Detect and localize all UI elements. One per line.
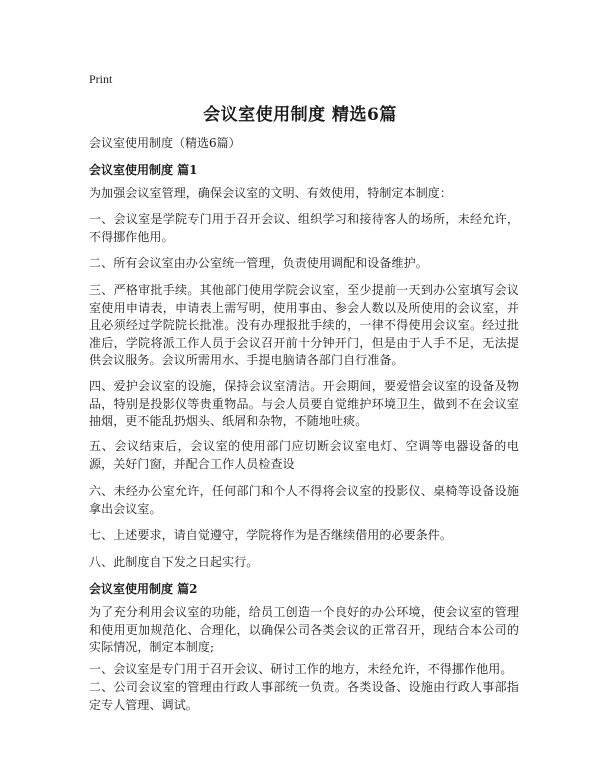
- section-2-paragraph: 二、公司会议室的管理由行政人事部统一负责。各类设备、设施由行政人事部指定专人管理、调试。: [89, 680, 519, 712]
- section-1-paragraph: 三、严格审批手续。其他部门使用学院会议室，至少提前一天到办公室填写会议室使用申请表，申请表上需写明，使用事由、参会人数以及所使用的会议室，并且必须经过学院院长批准。没有办理报批手续的，一律不得使用会议室。经过批准后，学院将派工作人员于会议召开前十分钟开门，但是由于人手不足，无法提供会议服务。会议所需用水、手提电脑请各部门自行准备。: [89, 283, 519, 367]
- section-2-heading: 会议室使用制度 篇2: [89, 582, 198, 596]
- section-1-paragraph: 七、上述要求，请自觉遵守，学院将作为是否继续借用的必要条件。: [89, 528, 453, 542]
- section-1-paragraph: 五、会议结束后，会议室的使用部门应切断会议室电灯、空调等电器设备的电源，关好门窗，并配合工作人员检查设: [89, 439, 519, 471]
- section-1-paragraph: 四、爱护会议室的设施，保持会议室清洁。开会期间，要爱惜会议室的设备及物品，特别是投影仪等贵重物品。与会人员要自觉维护环境卫生，做到不在会议室抽烟，更不能乱扔烟头、纸屑和杂物，不随地吐痰。: [89, 379, 519, 428]
- section-1-paragraph: 八、此制度自下发之日起实行。: [89, 555, 259, 569]
- section-1-paragraph: 为加强会议室管理，确保会议室的文明、有效使用，特制定本制度：: [89, 186, 453, 200]
- document-subtitle: 会议室使用制度（精选6篇）: [89, 136, 241, 150]
- section-1-heading: 会议室使用制度 篇1: [89, 163, 198, 177]
- page-title: 会议室使用制度 精选6篇: [203, 105, 397, 125]
- print-link[interactable]: Print: [89, 72, 113, 86]
- section-1-paragraph: 一、会议室是学院专门用于召开会议、组织学习和接待客人的场所，未经允许，不得挪作他用。: [89, 212, 519, 244]
- section-1-paragraph: 六、未经办公室允许，任何部门和个人不得将会议室的投影仪、桌椅等设备设施拿出会议室。: [89, 484, 519, 516]
- section-2-paragraph: 为了充分利用会议室的功能，给员工创造一个良好的办公环境，使会议室的管理和使用更加规范化、合理化，以确保公司各类会议的正常召开，现结合本公司的实际情况，制定本制度;: [89, 605, 519, 654]
- section-2-paragraph: 一、会议室是专门用于召开会议、研讨工作的地方，未经允许，不得挪作他用。: [89, 662, 513, 676]
- section-1-paragraph: 二、所有会议室由办公室统一管理，负责使用调配和设备维护。: [89, 256, 428, 270]
